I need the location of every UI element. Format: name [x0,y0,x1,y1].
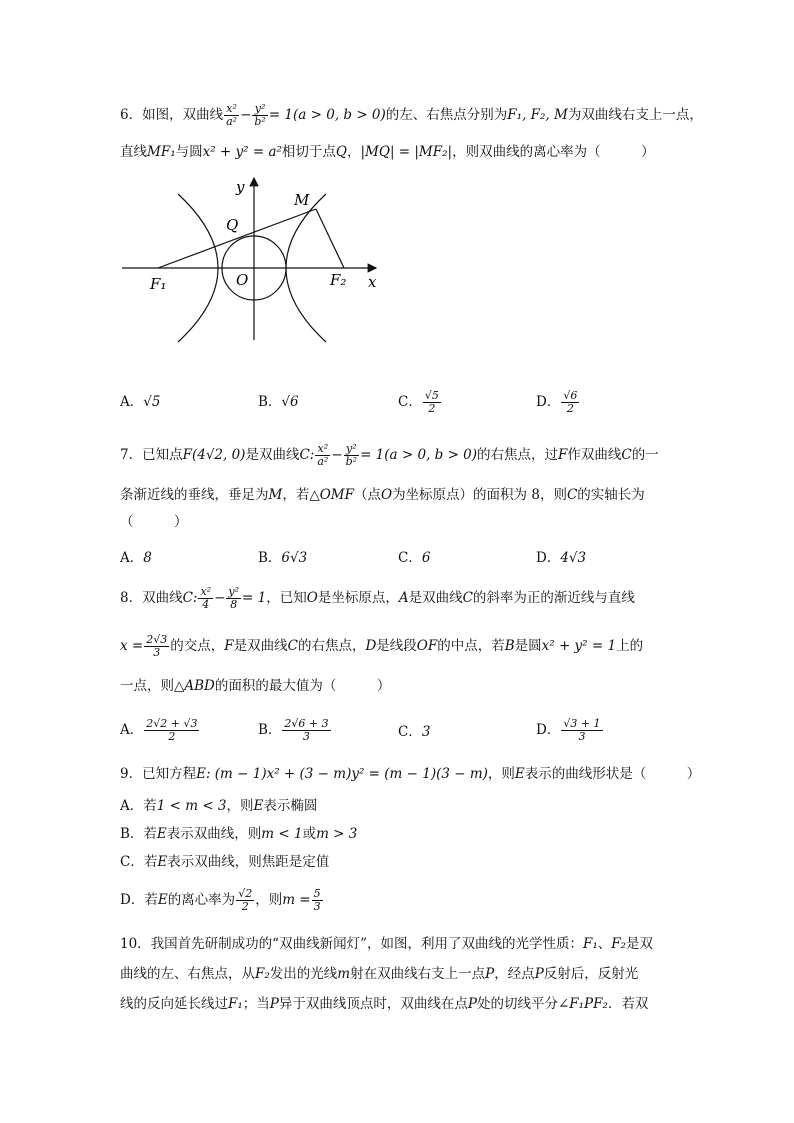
q6-line1: 6．如图，双曲线 $\frac{\text{x²}}{\text{a²}}$ − $\frac{\text{y²}}{\text{b²}}$ = 1(a > 0, b > 0)的左、右焦点分别为F₁, F₂, M为双曲线右支上一点， [120,102,703,128]
q7-option-d[interactable]: D．4√3 [536,550,587,566]
q6-option-b[interactable]: B．√6 [258,394,299,410]
label-y: y [236,178,245,196]
q9-option-a[interactable]: A．若1 < m < 3，则E表示椭圆 [120,798,318,814]
label-O: O [236,271,249,289]
q6-frac-y: $\frac{\text{y²}}{\text{b²}}$ [254,102,266,128]
q7-line3: （ ） [120,514,188,530]
q8-line2: x = $\frac{2√3}{3}$ 的交点，F是双曲线C的右焦点，D是线段OF的中点，若B是圆x² + y² = 1上的 [120,633,644,659]
q10-line1: 10．我国首先研制成功的“双曲线新闻灯”，如图，利用了双曲线的光学性质：F₁、F₂是双 [120,936,654,952]
q7-option-a[interactable]: A．8 [120,550,152,566]
label-F1: F₁ [150,275,167,293]
q6-line2: 直线MF₁与圆x² + y² = a²相切于点Q，|MQ| = |MF₂|，则双曲线的离心率为（ ） [120,144,655,160]
q7-line2: 条渐近线的垂线，垂足为M，若△OMF（点O为坐标原点）的面积为 8，则C的实轴长为 [120,487,645,503]
q9-option-b[interactable]: B．若E表示双曲线，则m < 1或m > 3 [120,826,358,842]
q9-option-c[interactable]: C．若E表示双曲线，则焦距是定值 [120,854,330,870]
q8-option-c[interactable]: C．3 [398,724,431,740]
q8-line1: 8．双曲线C: $\frac{\text{x²}}{4}$ − $\frac{\text{y²}}{8}$ = 1，已知O是坐标原点，A是双曲线C的斜率为正的渐近线与直线 [120,585,635,611]
q10-line3: 线的反向延长线过F₁；当P异于双曲线顶点时，双曲线在点P处的切线平分∠F₁PF₂．若双 [120,996,649,1012]
q6-option-a[interactable]: A．√5 [120,394,161,410]
q7-option-c[interactable]: C．6 [398,550,431,566]
label-x: x [368,273,377,291]
label-M: M [294,191,310,209]
hyperbola-figure [118,172,388,347]
q8-line3: 一点，则△ABD的面积的最大值为（ ） [120,678,391,694]
q6-option-d[interactable]: D． $\frac{√6}{2}$ [536,389,578,415]
q7-option-b[interactable]: B．6√3 [258,550,308,566]
q9-line1: 9．已知方程E: (m − 1)x² + (3 − m)y² = (m − 1)(3 − m)，则E表示的曲线形状是（ ） [120,766,701,782]
q9-option-d[interactable]: D．若E的离心率为 $\frac{√2}{2}$ ，则m = $\frac{5}{3}$ [120,887,321,913]
q6-text: 6．如图，双曲线 [120,107,224,123]
q7-line1: 7．已知点F(4√2, 0)是双曲线C: $\frac{\text{x²}}{\text{a²}}$ − $\frac{\text{y²}}{\text{b²}}$ = 1(a > 0, b > 0)的右焦点，过F作双曲线C的一 [120,442,659,468]
q8-option-b[interactable]: B． $\frac{2√6 + 3}{3}$ [258,717,329,743]
label-Q: Q [226,216,239,234]
q10-line2: 曲线的左、右焦点，从F₂发出的光线m射在双曲线右支上一点P，经点P反射后，反射光 [120,966,639,982]
line-MF2 [316,209,344,268]
q6-frac-x: $\frac{\text{x²}}{\text{a²}}$ [226,102,238,128]
label-F2: F₂ [330,271,347,289]
q6-option-c[interactable]: C． $\frac{√5}{2}$ [398,389,439,415]
q8-option-d[interactable]: D． $\frac{√3 + 1}{3}$ [536,717,601,743]
q8-option-a[interactable]: A． $\frac{2√2 + √3}{2}$ [120,717,198,743]
